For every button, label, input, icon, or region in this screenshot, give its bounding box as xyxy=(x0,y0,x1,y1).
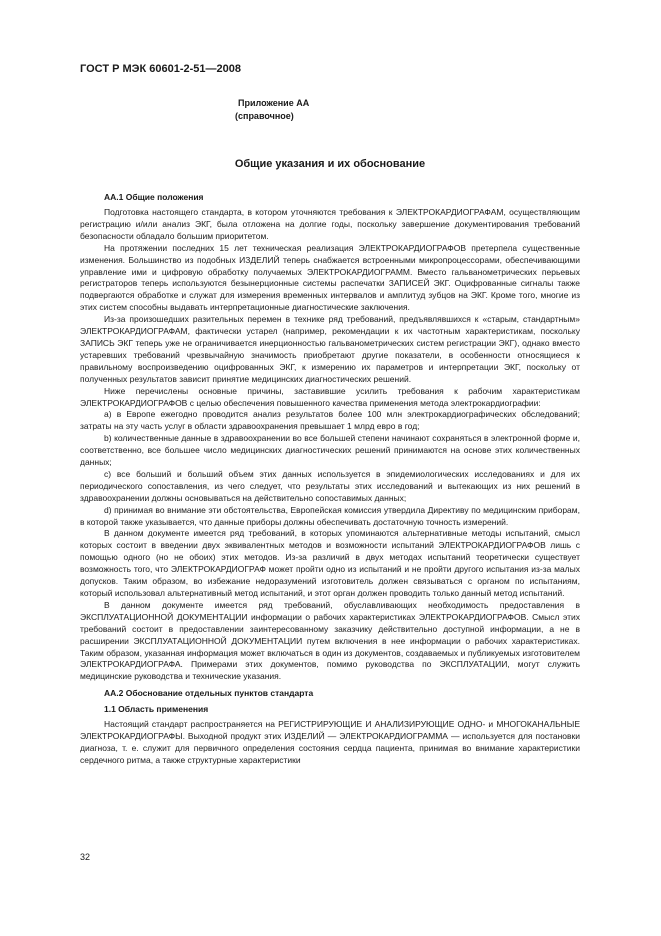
paragraph: Подготовка настоящего стандарта, в котором уточняются требования к ЭЛЕКТРОКАРДИОГРАФАМ, осуществляющим регистрацию и/или анализ ЭКГ, была отложена на долгие годы, поскольку завершение документирования требований безопасности обладало большим приоритетом. xyxy=(80,207,580,241)
list-item: b) количественные данные в здравоохранении во все большей степени начинают сохраняться в электронной форме и, соответственно, все большее число медицинских диагностических решений принимаются на основе этих количественных данных; xyxy=(80,433,580,468)
paragraph: Из-за произошедших разительных перемен в технике ряд требований, предъявлявшихся к «старым, стандартным» ЭЛЕКТРОКАРДИОГРАФАМ, фактически устарел (например, рекомендации к их частотным характеристикам, поскольку ЗАПИСЬ ЭКГ теперь уже не ограничивается инерционностью гальванометрических систем регистрации ЭКГ), однако вместо устаревших требований чрезвычайную значимость приобретают другие показатели, в особенности относящиеся к правильному воспроизведению оцифрованных ЭКГ, к измерению их параметров и интерпретации ЭКГ, поскольку от полученных результатов зависит принятие медицинских диагностических решений. xyxy=(80,314,580,384)
paragraph: На протяжении последних 15 лет техническая реализация ЭЛЕКТРОКАРДИОГРАФОВ претерпела существенные изменения. Большинство из подобных ИЗДЕЛИЙ теперь снабжается встроенными микропроцессорами, обеспечивающими управление ими и цифровую обработку получаемых ЭЛЕКТРОКАРДИОГРАММ. Вместо гальванометрических перьевых регистраторов теперь используются безынерционные системы распечатки ЗАПИСЕЙ ЭКГ. Оцифрованные сигналы также подвергаются обработке и служат для измерения временных интервалов и амплитуд зубцов на ЭКГ. Кроме того, многие из этих систем способны выдавать интерпретационные диагностические заключения. xyxy=(80,242,580,313)
paragraph: Настоящий стандарт распространяется на РЕГИСТРИРУЮЩИЕ И АНАЛИЗИРУЮЩИЕ ОДНО- и МНОГОКАНАЛЬНЫЕ ЭЛЕКТРОКАРДИОГРАФЫ. Выходной продукт этих ИЗДЕЛИЙ — ЭЛЕКТРОКАРДИОГРАММА — используется для постановки диагноза, т. е. служит для первичного определения состояния сердца пациента, принимая во внимание характеристики сердечного ритма, а также структурные характеристики xyxy=(80,719,580,765)
paragraph: В данном документе имеется ряд требований, обуславливающих необходимость предоставления в ЭКСПЛУАТАЦИОННОЙ ДОКУМЕНТАЦИИ информации о рабочих характеристиках ЭЛЕКТРОКАРДИОГРАФОВ. Смысл этих требований состоит в предоставлении заинтересованному заказчику действительно доступной информации, а не в расширении ЭКСПЛУАТАЦИОННОЙ ДОКУМЕНТАЦИИ путем включения в нее информации о рабочих характеристиках. Таким образом, указанная информация может включаться в один из документов, создаваемых и публикуемых изготовителем ЭЛЕКТРОКАРДИОГРАФА. Примерами этих документов, помимо руководства по ЭКСПЛУАТАЦИИ, могут служить медицинские руководства и технические указания. xyxy=(80,599,580,682)
appendix-label: Приложение АА xyxy=(238,98,310,108)
list-item: d) принимая во внимание эти обстоятельства, Европейская комиссия утвердила Директиву по медицинским приборам, в которой также указывается, что данные приборы должны обеспечивать достаточную точность измерений. xyxy=(80,504,580,527)
appendix-heading xyxy=(80,97,580,123)
section-heading-aa1: АА.1 Общие положения xyxy=(104,192,204,202)
paragraph: Ниже перечислены основные причины, заставившие усилить требования к рабочим характеристикам ЭЛЕКТРОКАРДИОГРАФОВ с целью обеспечения повышенного качества применения метода электрокардиографии: xyxy=(80,385,580,408)
document-body xyxy=(80,191,580,767)
list-item: a) в Европе ежегодно проводится анализ результатов более 100 млн электрокардиографических обследований; затраты на эту часть услуг в области здравоохранения превышает 1 млрд евро в год; xyxy=(80,409,580,432)
subsection-heading-1-1: 1.1 Область применения xyxy=(104,704,209,715)
document-header: ГОСТ Р МЭК 60601-2-51—2008 xyxy=(80,63,241,75)
appendix-note: (справочное) xyxy=(235,111,294,121)
page-number: 32 xyxy=(80,852,91,862)
list-item: c) все больший и больший объем этих данных используется в эпидемиологических исследованиях и для их периодического сопоставления, из чего следует, что результаты этих исследований и вытекающих из них решений в здравоохранении должны основываться на действительно сопоставимых данных; xyxy=(80,468,580,503)
section-heading-aa2: АА.2 Обоснование отдельных пунктов стандарта xyxy=(104,688,314,699)
appendix-title: Общие указания и их обоснование xyxy=(234,158,426,170)
paragraph: В данном документе имеется ряд требований, в которых упоминаются альтернативные методы испытаний, смысл которых состоит в введении двух эквивалентных методов и возможности испытаний ЭЛЕКТРОКАРДИОГРАФОВ лишь с помощью одного (но не обоих) этих методов. Из-за различий в двух методах испытаний теоретически существует возможность того, что ЭЛЕКТРОКАРДИОГРАФ может пройти одно из испытаний и не пройти другого испытания из-за малых допусков. Таким образом, во избежание недоразумений изготовитель должен связываться с органом по испытаниям, который использовал альтернативный метод испытаний, и этот орган должен проводить только данный метод испытаний. xyxy=(80,528,580,598)
